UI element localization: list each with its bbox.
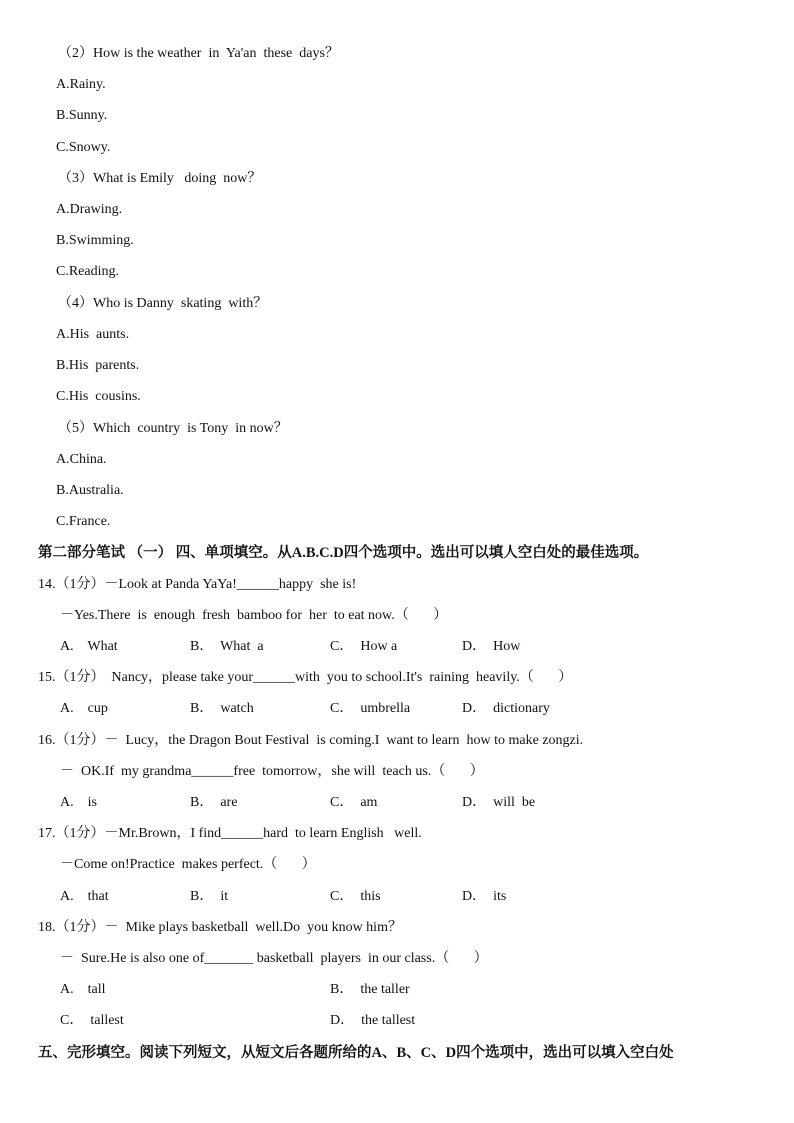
question-15-option-b: B． watch bbox=[190, 701, 254, 716]
question-17-line-1: 17.（1分）－Mr.Brown，I find______hard to learn English well. bbox=[38, 826, 422, 841]
question-2-option-b: B.Sunny. bbox=[56, 108, 108, 123]
question-14-option-a: A. What bbox=[60, 639, 118, 654]
question-16-option-d: D． will be bbox=[462, 795, 536, 810]
question-16-option-c: C． am bbox=[330, 795, 378, 810]
question-18-line-1: 18.（1分）－ Mike plays basketball well.Do you know him？ bbox=[38, 920, 402, 935]
question-4-option-b: B.His parents. bbox=[56, 358, 140, 373]
question-2-option-c: C.Snowy. bbox=[56, 140, 111, 155]
question-14-option-d: D． How bbox=[462, 639, 521, 654]
question-3-stem: （3）What is Emily doing now？ bbox=[58, 171, 262, 186]
question-17-line-2: －Come on!Practice makes perfect.（ ） bbox=[60, 857, 316, 872]
question-14-option-b: B． What a bbox=[190, 639, 264, 654]
question-2-option-a: A.Rainy. bbox=[56, 77, 106, 92]
question-14-line-1: 14.（1分）－Look at Panda YaYa!______happy she is! bbox=[38, 577, 357, 592]
question-17-option-a: A. that bbox=[60, 889, 109, 904]
question-18-option-c: C． tallest bbox=[60, 1013, 124, 1028]
question-3-option-c: C.Reading. bbox=[56, 264, 119, 279]
question-18-line-2: － Sure.He is also one of_______ basketball players in our class.（ ） bbox=[60, 951, 488, 966]
question-5-option-a: A.China. bbox=[56, 452, 107, 467]
question-17-option-b: B． it bbox=[190, 889, 229, 904]
question-14-option-c: C． How a bbox=[330, 639, 398, 654]
question-18-option-b: B． the taller bbox=[330, 982, 410, 997]
question-14-line-2: －Yes.There is enough fresh bamboo for her to eat now.（ ） bbox=[60, 608, 448, 623]
question-15-option-c: C． umbrella bbox=[330, 701, 411, 716]
question-3-option-a: A.Drawing. bbox=[56, 202, 123, 217]
question-5-option-b: B.Australia. bbox=[56, 483, 124, 498]
question-15-option-d: D． dictionary bbox=[462, 701, 550, 716]
question-4-option-a: A.His aunts. bbox=[56, 327, 130, 342]
question-16-option-a: A. is bbox=[60, 795, 97, 810]
question-15-line-1: 15.（1分） Nancy，please take your______with you to school.It's raining heavily.（ ） bbox=[38, 670, 573, 685]
question-16-line-1: 16.（1分）－ Lucy，the Dragon Bout Festival is coming.I want to learn how to make zongzi. bbox=[38, 733, 584, 748]
question-2-stem: （2）How is the weather in Ya'an these days？ bbox=[58, 46, 339, 61]
question-16-line-2: － OK.If my grandma______free tomorrow，she will teach us.（ ） bbox=[60, 764, 484, 779]
question-15-option-a: A. cup bbox=[60, 701, 108, 716]
section-5-heading: 五、完形填空。阅读下列短文，从短文后各题所给的A、B、C、D四个选项中，选出可以填入空白处 bbox=[38, 1045, 674, 1061]
question-4-option-c: C.His cousins. bbox=[56, 389, 141, 404]
question-5-option-c: C.France. bbox=[56, 514, 111, 529]
question-17-option-d: D． its bbox=[462, 889, 507, 904]
section-2-heading: 第二部分笔试 （一） 四、单项填空。从A.B.C.D四个选项中。选出可以填人空白处的最佳选项。 bbox=[38, 545, 649, 561]
question-16-option-b: B． are bbox=[190, 795, 238, 810]
question-4-stem: （4）Who is Danny skating with？ bbox=[58, 296, 268, 311]
question-18-option-d: D． the tallest bbox=[330, 1013, 416, 1028]
question-18-option-a: A. tall bbox=[60, 982, 106, 997]
question-5-stem: （5）Which country is Tony in now？ bbox=[58, 421, 288, 436]
question-3-option-b: B.Swimming. bbox=[56, 233, 134, 248]
question-17-option-c: C． this bbox=[330, 889, 381, 904]
